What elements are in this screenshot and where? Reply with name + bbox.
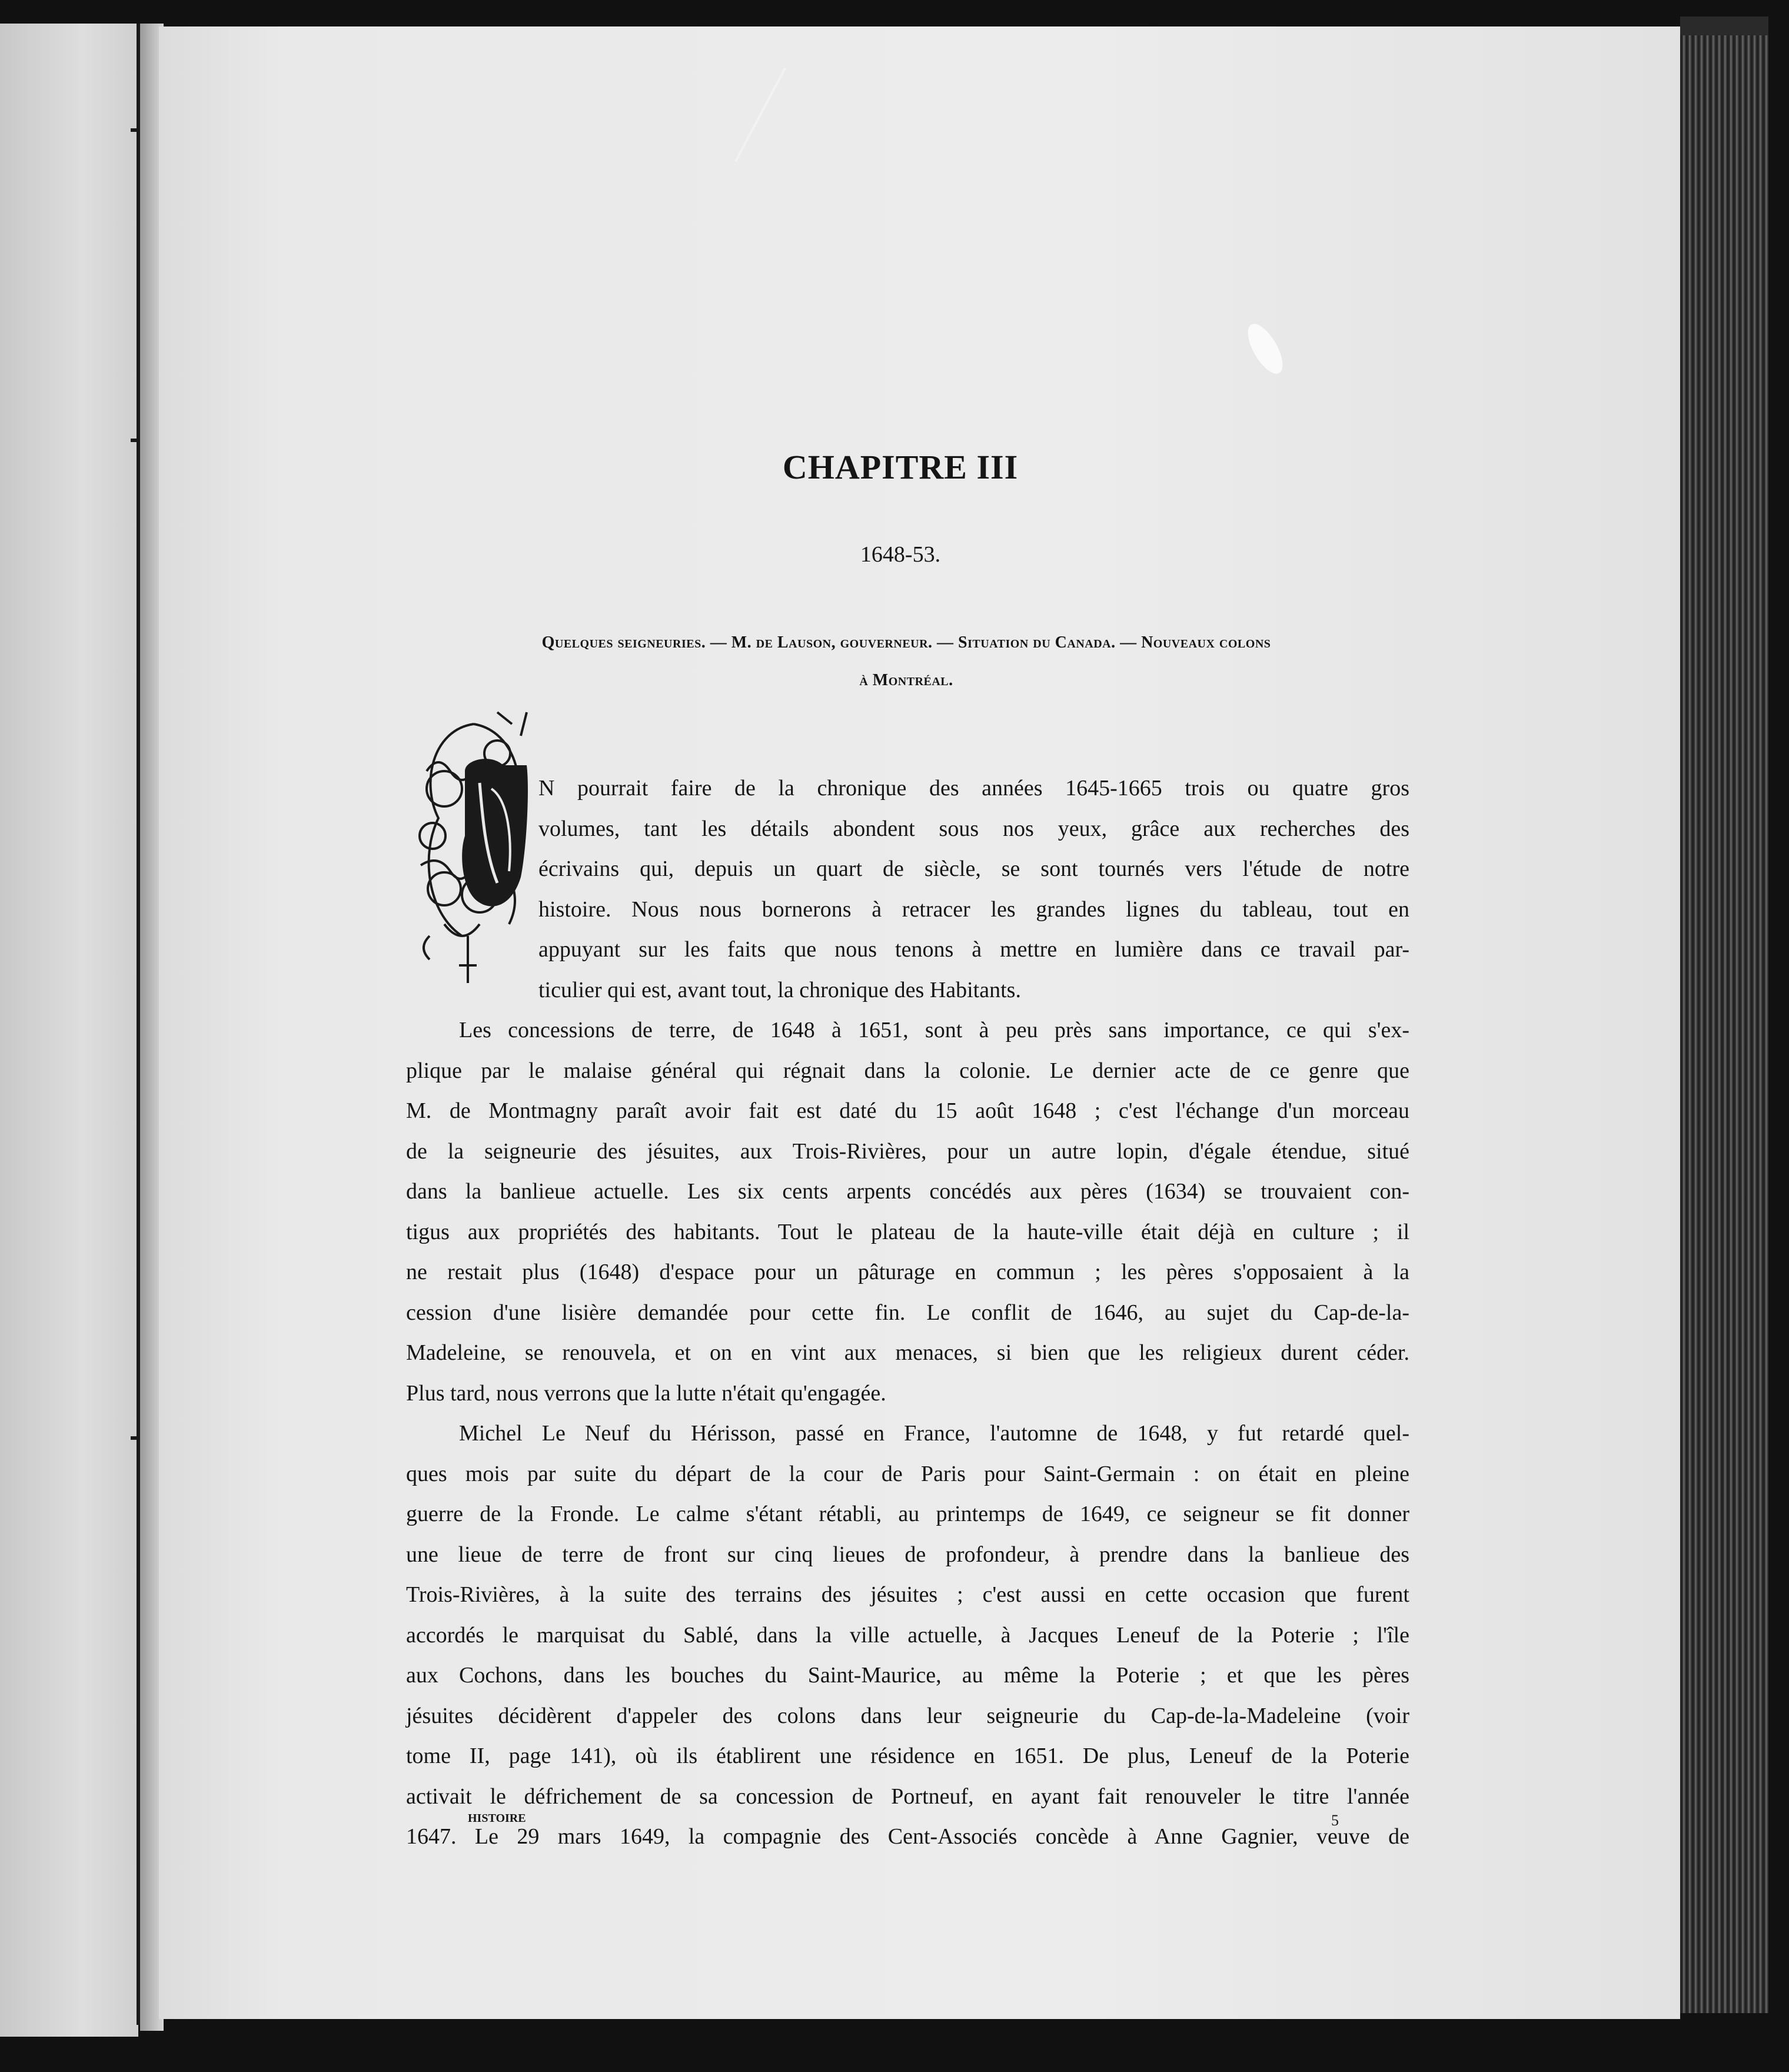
text-line: Michel Le Neuf du Hérisson, passé en France, l'automne de 1648, y fut retardé quel- [459, 1421, 1409, 1446]
text-line: jésuites décidèrent d'appeler des colons dans leur seigneurie du Cap-de-la-Madeleine (voir [406, 1703, 1409, 1728]
text-line: Madeleine, se renouvela, et on en vint aux menaces, si bien que les religieux durent céder. [406, 1340, 1409, 1365]
text-line: accordés le marquisat du Sablé, dans la ville actuelle, à Jacques Leneuf de la Poterie ; l'île [406, 1622, 1409, 1648]
text-line: ne restait plus (1648) d'espace pour un pâturage en commun ; les pères s'opposaient à la [406, 1260, 1409, 1284]
page-edges [1680, 35, 1768, 2013]
text-line: ques mois par suite du départ de la cour de Paris pour Saint-Germain : on était en pleine [406, 1461, 1409, 1486]
page-number: 5 [1331, 1812, 1339, 1829]
chapter-summary [430, 624, 1383, 699]
text-line: tigus aux propriétés des habitants. Tout le plateau de la haute-ville était déjà en culture ; il [406, 1219, 1409, 1244]
text-line: 1647. Le 29 mars 1649, la compagnie des Cent-Associés concède à Anne Gagnier, veuve de [406, 1824, 1409, 1849]
chapter-years: 1648-53. [860, 542, 941, 567]
text-line: écrivains qui, depuis un quart de siècle, se sont tournés vers l'étude de notre [538, 856, 1409, 881]
text-line: ticulier qui est, avant tout, la chronique des Habitants. [538, 977, 1021, 1002]
text-line: plique par le malaise général qui régnait dans la colonie. Le dernier acte de ce genre que [406, 1058, 1409, 1083]
page-footer [468, 1812, 1339, 1829]
text-line: activait le défrichement de sa concession de Portneuf, en ayant fait renouveler le titre l'année [406, 1784, 1409, 1809]
text-line: volumes, tant les détails abondent sous nos yeux, grâce aux recherches des [538, 816, 1409, 841]
text-line: dans la banlieue actuelle. Les six cents arpents concédés aux pères (1634) se trouvaient con- [406, 1179, 1409, 1204]
signature-mark: HISTOIRE [468, 1812, 526, 1825]
text-line: appuyant sur les faits que nous tenons à mettre en lumière dans ce travail par- [538, 937, 1409, 962]
text-line: aux Cochons, dans les bouches du Saint-Maurice, au même la Poterie ; et que les pères [406, 1663, 1409, 1688]
summary-line: à Montréal. [859, 671, 953, 689]
text-line: une lieue de terre de front sur cinq lieues de profondeur, à prendre dans la banlieue des [406, 1542, 1409, 1567]
text-line: Plus tard, nous verrons que la lutte n'était qu'engagée. [406, 1380, 886, 1406]
chapter-title: CHAPITRE III [782, 448, 1019, 486]
text-line: histoire. Nous nous bornerons à retracer les grandes lignes du tableau, tout en [538, 896, 1409, 922]
text-line: tome II, page 141), où ils établirent une résidence en 1651. De plus, Leneuf de la Poterie [406, 1744, 1409, 1768]
text-line: guerre de la Fronde. Le calme s'étant rétabli, au printemps de 1649, ce seigneur se fit donner [406, 1502, 1409, 1526]
page-edges-top [1680, 16, 1768, 38]
summary-line: Quelques seigneuries. — M. de Lauson, gouverneur. — Situation du Canada. — Nouveaux colons [541, 633, 1271, 652]
text-line: Les concessions de terre, de 1648 à 1651, sont à peu près sans importance, ce qui s'ex- [459, 1018, 1409, 1042]
text-line: M. de Montmagny paraît avoir fait est daté du 15 août 1648 ; c'est l'échange d'un morceau [406, 1098, 1409, 1123]
text-line: cession d'une lisière demandée pour cette fin. Le conflit de 1646, au sujet du Cap-de-la- [406, 1300, 1409, 1325]
text-line: de la seigneurie des jésuites, aux Trois-Rivières, pour un autre lopin, d'égale étendue, situé [406, 1138, 1409, 1164]
text-line: Trois-Rivières, à la suite des terrains des jésuites ; c'est aussi en cette occasion que furent [406, 1582, 1409, 1607]
facing-page [0, 24, 138, 2037]
body-text [406, 768, 1409, 1857]
text-line: N pourrait faire de la chronique des années 1645-1665 trois ou quatre gros [538, 776, 1409, 801]
